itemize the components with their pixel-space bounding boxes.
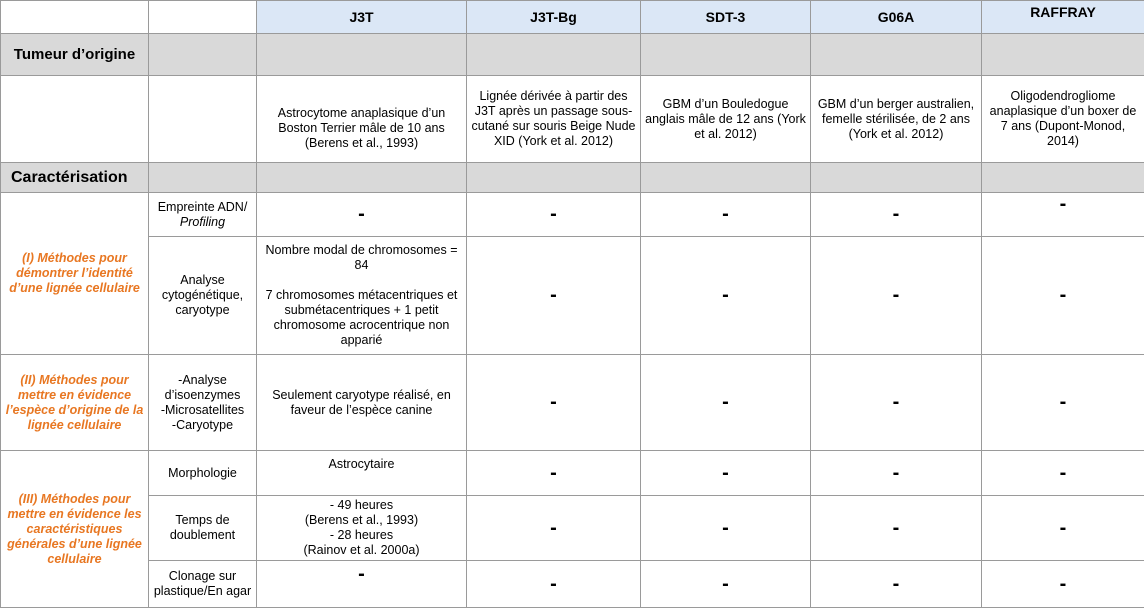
table-row	[1, 496, 1144, 561]
table-row	[1, 451, 1144, 496]
column-header-g06a: G06A	[811, 1, 982, 34]
value-dash: -	[811, 561, 982, 608]
value-dash: -	[982, 193, 1144, 237]
origin-row	[1, 76, 1144, 163]
value-dash: -	[982, 355, 1144, 451]
grey-cell	[982, 163, 1144, 193]
group-label-characteristics: (III) Méthodes pour mettre en évidence les caractéristiques générales d’une lignée cellulaire	[1, 451, 149, 608]
header-row	[1, 1, 1144, 34]
characterisation-section-row	[1, 163, 1144, 193]
empty-header-cell	[149, 1, 257, 34]
value-dash: -	[811, 193, 982, 237]
grey-cell	[982, 34, 1144, 76]
grey-cell	[257, 34, 467, 76]
value-dash: -	[641, 496, 811, 561]
value-dash: -	[982, 451, 1144, 496]
value-dash: -	[811, 451, 982, 496]
method-empreinte-text: Empreinte ADN/	[157, 199, 248, 214]
grey-cell	[149, 34, 257, 76]
method-cytogenetic: Analyse cytogénétique, caryotype	[149, 237, 257, 355]
group-label-identity: (I) Méthodes pour démontrer l’identité d’une lignée cellulaire	[1, 193, 149, 355]
grey-cell	[811, 34, 982, 76]
value-dash: -	[641, 193, 811, 237]
empty-cell	[149, 76, 257, 163]
value-dash: -	[641, 237, 811, 355]
value-dash: -	[467, 355, 641, 451]
column-header-j3t: J3T	[257, 1, 467, 34]
grey-cell	[149, 163, 257, 193]
origin-j3t: Astrocytome anaplasique d’un Boston Terrier mâle de 10 ans (Berens et al., 1993)	[257, 76, 467, 163]
value-dash: -	[982, 561, 1144, 608]
method-empreinte	[149, 193, 257, 237]
origin-g06a: GBM d’un berger australien, femelle stérilisée, de 2 ans (York et al. 2012)	[811, 76, 982, 163]
value-dash: -	[257, 193, 467, 237]
grey-cell	[467, 34, 641, 76]
table-row	[1, 193, 1144, 237]
grey-cell	[641, 34, 811, 76]
table-row	[1, 355, 1144, 451]
section-title-characterisation: Caractérisation	[1, 163, 149, 193]
value-dash: -	[982, 237, 1144, 355]
origin-raffray: Oligodendrogliome anaplasique d’un boxer de 7 ans (Dupont-Monod, 2014)	[982, 76, 1144, 163]
value-dash: -	[467, 496, 641, 561]
value-dash: -	[467, 193, 641, 237]
column-header-raffray: RAFFRAY	[982, 1, 1144, 34]
method-profiling-text: Profiling	[179, 214, 226, 229]
method-species: -Analyse d’isoenzymes -Microsatellites -Caryotype	[149, 355, 257, 451]
column-header-j3t-bg: J3T-Bg	[467, 1, 641, 34]
cytogen-j3t: Nombre modal de chromosomes = 84 7 chromosomes métacentriques et submétacentriques + 1 petit chromosome acrocentrique non apparié	[257, 237, 467, 355]
method-morphology: Morphologie	[149, 451, 257, 496]
value-dash: -	[982, 496, 1144, 561]
origin-j3t-bg: Lignée dérivée à partir des J3T après un passage sous-cutané sur souris Beige Nude XID (York et al. 2012)	[467, 76, 641, 163]
table-row	[1, 237, 1144, 355]
value-dash: -	[641, 355, 811, 451]
value-dash: -	[811, 237, 982, 355]
group-label-species: (II) Méthodes pour mettre en évidence l’espèce d’origine de la lignée cellulaire	[1, 355, 149, 451]
grey-cell	[641, 163, 811, 193]
value-dash: -	[811, 355, 982, 451]
column-header-sdt-3: SDT-3	[641, 1, 811, 34]
grey-cell	[467, 163, 641, 193]
value-dash: -	[811, 496, 982, 561]
grey-cell	[811, 163, 982, 193]
value-dash: -	[467, 561, 641, 608]
origin-sdt-3: GBM d’un Bouledogue anglais mâle de 12 ans (York et al. 2012)	[641, 76, 811, 163]
value-dash: -	[467, 451, 641, 496]
species-j3t: Seulement caryotype réalisé, en faveur de l’espèce canine	[257, 355, 467, 451]
origin-section-row	[1, 34, 1144, 76]
table-row	[1, 561, 1144, 608]
grey-cell	[257, 163, 467, 193]
empty-header-cell	[1, 1, 149, 34]
doubling-j3t: - 49 heures (Berens et al., 1993) - 28 heures (Rainov et al. 2000a)	[257, 496, 467, 561]
value-dash: -	[467, 237, 641, 355]
value-dash: -	[641, 451, 811, 496]
morpho-j3t: Astrocytaire	[257, 451, 467, 496]
empty-cell	[1, 76, 149, 163]
method-doubling-time: Temps de doublement	[149, 496, 257, 561]
value-dash: -	[257, 561, 467, 608]
value-dash: -	[641, 561, 811, 608]
section-title-origin: Tumeur d’origine	[1, 34, 149, 76]
method-cloning: Clonage sur plastique/En agar	[149, 561, 257, 608]
